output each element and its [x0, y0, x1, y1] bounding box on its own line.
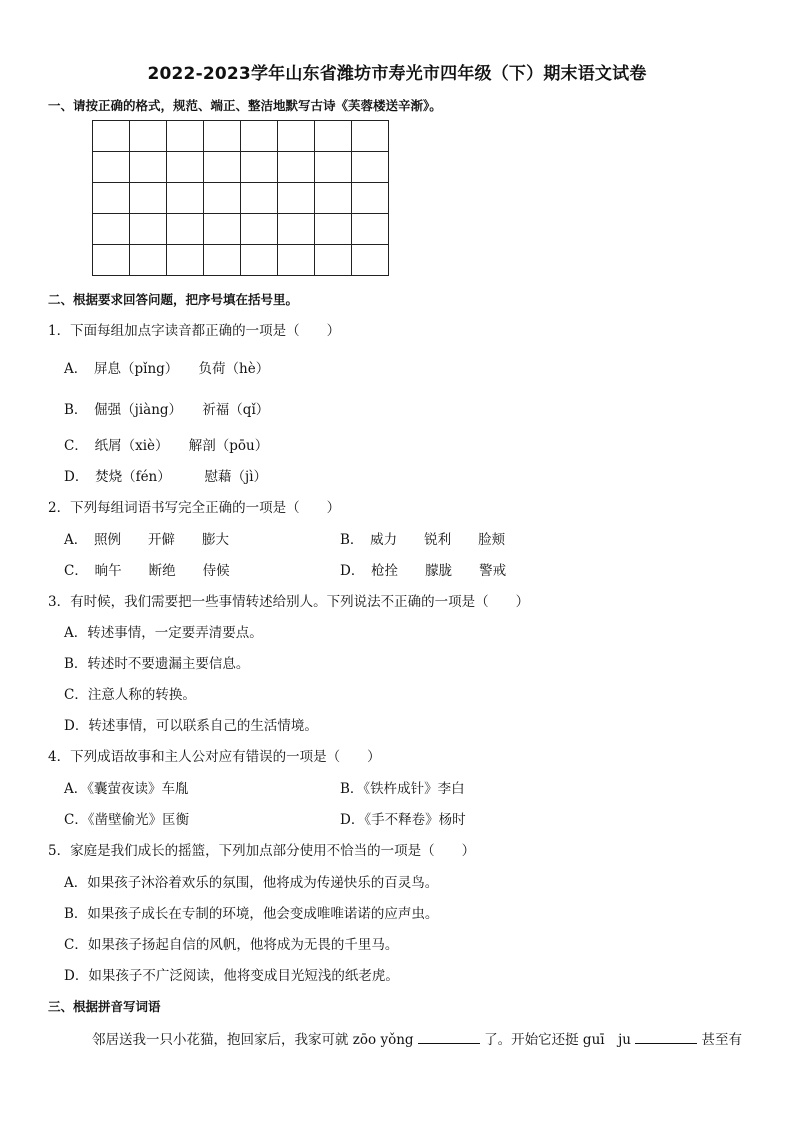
question-4-option-a[interactable]: A．《囊萤夜读》车胤: [64, 781, 189, 797]
grid-cell[interactable]: [130, 183, 167, 214]
question-2-option-c[interactable]: C． 晌午 断绝 侍候: [64, 563, 230, 579]
grid-cell[interactable]: [93, 183, 130, 214]
grid-cell[interactable]: [130, 121, 167, 152]
question-4-option-c[interactable]: C．《凿壁偷光》匡衡: [64, 812, 190, 828]
exam-title: 2022-2023学年山东省潍坊市寿光市四年级（下）期末语文试卷: [147, 64, 647, 84]
grid-cell[interactable]: [130, 214, 167, 245]
grid-row: [93, 152, 389, 183]
grid-cell[interactable]: [352, 183, 389, 214]
grid-cell[interactable]: [167, 245, 204, 276]
passage-part-3: 甚至有: [697, 1032, 743, 1048]
grid-cell[interactable]: [352, 245, 389, 276]
grid-cell[interactable]: [93, 214, 130, 245]
grid-cell[interactable]: [278, 245, 315, 276]
question-3-option-d[interactable]: D．转述事情，可以联系自己的生活情境。: [64, 718, 318, 734]
grid-cell[interactable]: [352, 121, 389, 152]
question-1-option-c[interactable]: C． 纸屑（xiè） 解剖（pōu）: [64, 438, 269, 454]
grid-cell[interactable]: [352, 152, 389, 183]
grid-cell[interactable]: [278, 183, 315, 214]
grid-cell[interactable]: [278, 214, 315, 245]
question-1-option-a[interactable]: A． 屏息（pǐng） 负荷（hè）: [64, 361, 270, 377]
grid-cell[interactable]: [315, 245, 352, 276]
grid-row: [93, 245, 389, 276]
grid-cell[interactable]: [130, 152, 167, 183]
question-2-option-a[interactable]: A． 照例 开僻 膨大: [64, 532, 229, 548]
grid-cell[interactable]: [167, 121, 204, 152]
grid-cell[interactable]: [204, 183, 241, 214]
pinyin-passage: [92, 1028, 742, 1048]
question-4-option-d[interactable]: D．《手不释卷》杨时: [340, 812, 466, 828]
question-3-option-c[interactable]: C．注意人称的转换。: [64, 687, 196, 703]
question-2-option-d[interactable]: D． 枪拴 朦胧 警戒: [340, 563, 507, 579]
passage-part-1: 邻居送我一只小花猫，抱回家后，我家可就 zōo yǒng: [92, 1032, 418, 1048]
grid-cell[interactable]: [241, 214, 278, 245]
grid-cell[interactable]: [167, 214, 204, 245]
question-1-option-d[interactable]: D． 焚烧（fén） 慰藉（jì）: [64, 469, 268, 485]
grid-cell[interactable]: [352, 214, 389, 245]
question-1-stem: 1．下面每组加点字读音都正确的一项是（ ）: [48, 323, 341, 339]
grid-cell[interactable]: [204, 152, 241, 183]
section-2-heading: 二、根据要求回答问题，把序号填在括号里。: [48, 292, 299, 307]
question-5-option-c[interactable]: C．如果孩子扬起自信的风帆，他将成为无畏的千里马。: [64, 937, 399, 953]
section-1-heading: 一、请按正确的格式，规范、端正、整洁地默写古诗《芙蓉楼送辛渐》。: [48, 98, 442, 113]
passage-part-2: 了。开始它还挺 guī ju: [479, 1032, 636, 1048]
grid-cell[interactable]: [93, 121, 130, 152]
answer-blank-2[interactable]: [635, 1031, 697, 1044]
grid-cell[interactable]: [315, 121, 352, 152]
question-5-stem: 5．家庭是我们成长的摇篮，下列加点部分使用不恰当的一项是（ ）: [48, 843, 476, 859]
grid-cell[interactable]: [130, 245, 167, 276]
grid-cell[interactable]: [204, 214, 241, 245]
question-4-stem: 4．下列成语故事和主人公对应有错误的一项是（ ）: [48, 749, 381, 765]
grid-row: [93, 183, 389, 214]
question-2-stem: 2．下列每组词语书写完全正确的一项是（ ）: [48, 500, 341, 516]
question-3-stem: 3．有时候，我们需要把一些事情转述给别人。下列说法不正确的一项是（ ）: [48, 594, 530, 610]
grid-cell[interactable]: [167, 152, 204, 183]
grid-cell[interactable]: [278, 121, 315, 152]
section-3-heading: 三、根据拼音写词语: [48, 999, 161, 1014]
writing-grid[interactable]: [92, 120, 389, 276]
grid-cell[interactable]: [204, 121, 241, 152]
question-4-option-b[interactable]: B．《铁杵成针》李白: [340, 781, 465, 797]
question-1-option-b[interactable]: B． 倔强（jiàng） 祈福（qǐ）: [64, 402, 270, 418]
grid-cell[interactable]: [93, 152, 130, 183]
grid-cell[interactable]: [93, 245, 130, 276]
grid-row: [93, 214, 389, 245]
question-5-option-b[interactable]: B．如果孩子成长在专制的环境，他会变成唯唯诺诺的应声虫。: [64, 906, 439, 922]
grid-cell[interactable]: [167, 183, 204, 214]
grid-cell[interactable]: [241, 245, 278, 276]
grid-cell[interactable]: [241, 121, 278, 152]
question-3-option-b[interactable]: B．转述时不要遗漏主要信息。: [64, 656, 250, 672]
grid-cell[interactable]: [315, 152, 352, 183]
question-5-option-a[interactable]: A．如果孩子沐浴着欢乐的氛围，他将成为传递快乐的百灵鸟。: [64, 875, 439, 891]
grid-cell[interactable]: [241, 183, 278, 214]
question-5-option-d[interactable]: D．如果孩子不广泛阅读，他将变成目光短浅的纸老虎。: [64, 968, 399, 984]
grid-cell[interactable]: [315, 214, 352, 245]
grid-row: [93, 121, 389, 152]
answer-blank-1[interactable]: [418, 1031, 480, 1044]
question-3-option-a[interactable]: A．转述事情，一定要弄清要点。: [64, 625, 263, 641]
grid-cell[interactable]: [278, 152, 315, 183]
question-2-option-b[interactable]: B． 威力 锐利 脸颊: [340, 532, 506, 548]
grid-cell[interactable]: [204, 245, 241, 276]
grid-cell[interactable]: [315, 183, 352, 214]
grid-cell[interactable]: [241, 152, 278, 183]
